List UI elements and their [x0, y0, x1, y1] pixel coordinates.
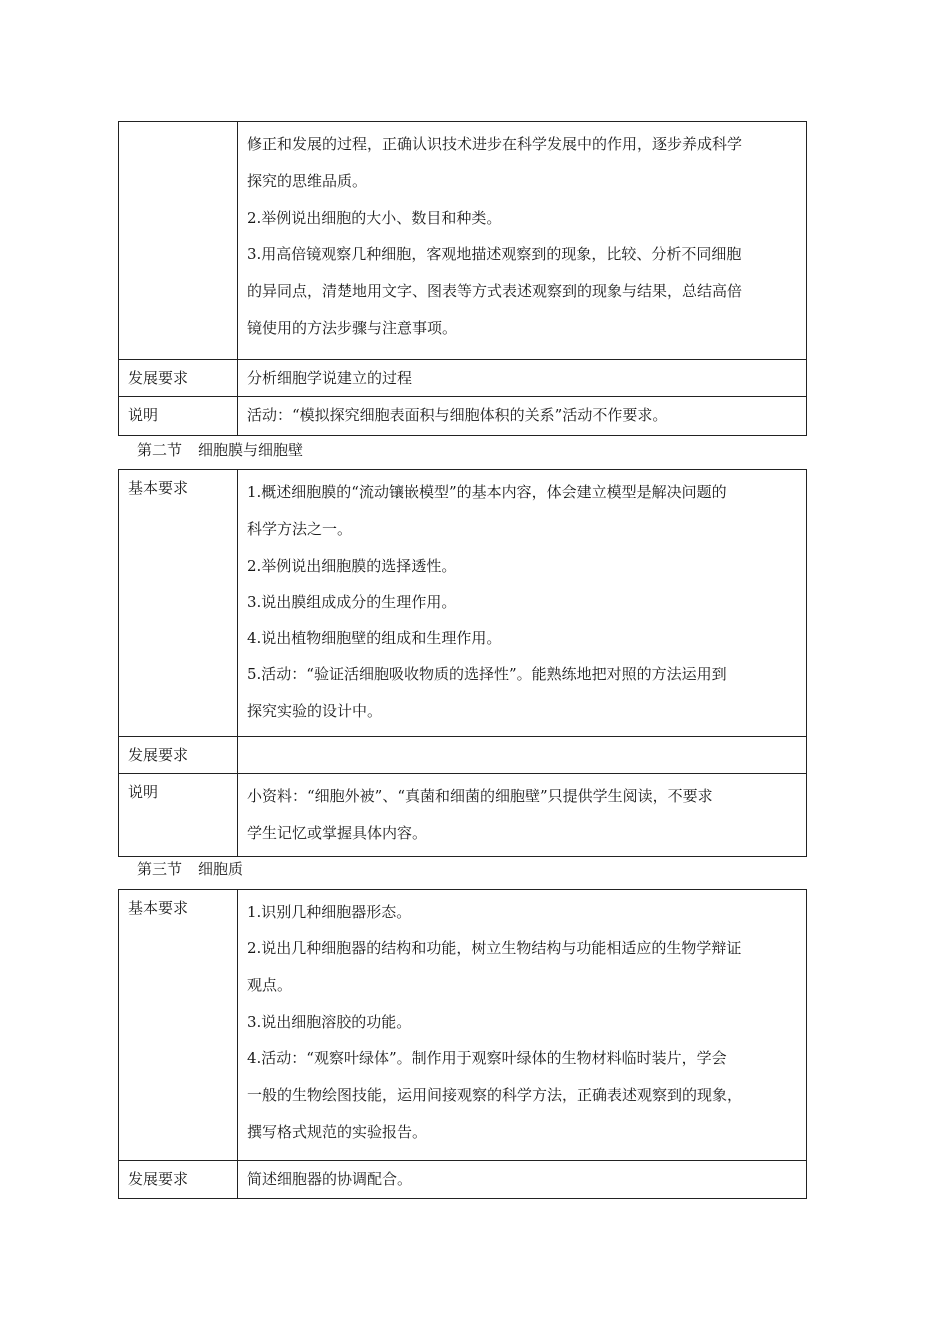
table-row: [119, 122, 807, 360]
content-line: 5.活动：“验证活细胞吸收物质的选择性”。能熟练地把对照的方法运用到: [247, 665, 727, 683]
content-line: 的异同点，清楚地用文字、图表等方式表述观察到的现象与结果，总结高倍: [247, 282, 743, 300]
content-line: 分析细胞学说建立的过程: [247, 369, 413, 387]
content-line: 2.举例说出细胞的大小、数目和种类。: [247, 209, 502, 227]
content-line: 探究的思维品质。: [247, 172, 368, 190]
row-label: 基本要求: [119, 470, 238, 737]
row-label: 发展要求: [119, 1161, 238, 1199]
content-line: 3.说出细胞溶胶的功能。: [247, 1013, 412, 1031]
row-content: [238, 1161, 807, 1199]
row-content: [238, 774, 807, 857]
content-line: 1.识别几种细胞器形态。: [247, 903, 412, 921]
table-row: [119, 774, 807, 857]
row-label: 说明: [119, 397, 238, 436]
content-line: 一般的生物绘图技能，运用间接观察的科学方法，正确表述观察到的现象，: [247, 1086, 743, 1104]
section-title: 细胞膜与细胞壁: [198, 441, 304, 459]
table-row: [119, 470, 807, 737]
content-line: 3.用高倍镜观察几种细胞，客观地描述观察到的现象，比较、分析不同细胞: [247, 245, 742, 263]
section-number: 第二节: [137, 441, 183, 459]
section-heading: [137, 859, 243, 879]
table-row: [119, 737, 807, 774]
content-line: 简述细胞器的协调配合。: [247, 1170, 413, 1188]
row-content: [238, 890, 807, 1161]
table-row: [119, 1161, 807, 1199]
content-line: 撰写格式规范的实验报告。: [247, 1123, 428, 1141]
content-line: 修正和发展的过程，正确认识技术进步在科学发展中的作用，逐步养成科学: [247, 135, 743, 153]
table-row: [119, 397, 807, 436]
table-row: [119, 360, 807, 397]
row-label: 说明: [119, 774, 238, 857]
content-line: 镜使用的方法步骤与注意事项。: [247, 319, 458, 337]
row-content: [238, 122, 807, 360]
content-line: 2.说出几种细胞器的结构和功能，树立生物结构与功能相适应的生物学辩证: [247, 939, 742, 957]
content-line: 3.说出膜组成成分的生理作用。: [247, 593, 457, 611]
content-line: 科学方法之一。: [247, 520, 353, 538]
table-section2: [118, 469, 807, 857]
row-label: [119, 122, 238, 360]
row-content: [238, 360, 807, 397]
table-section3: [118, 889, 807, 1199]
content-line: 活动：“模拟探究细胞表面积与细胞体积的关系”活动不作要求。: [247, 406, 668, 424]
content-line: 4.说出植物细胞壁的组成和生理作用。: [247, 629, 502, 647]
row-content: [238, 737, 807, 774]
content-line: 观点。: [247, 976, 293, 994]
row-content: [238, 470, 807, 737]
content-line: 2.举例说出细胞膜的选择透性。: [247, 557, 457, 575]
table-row: [119, 890, 807, 1161]
row-label: 基本要求: [119, 890, 238, 1161]
content-line: 学生记忆或掌握具体内容。: [247, 824, 428, 842]
row-label: 发展要求: [119, 737, 238, 774]
content-line: 4.活动：“观察叶绿体”。制作用于观察叶绿体的生物材料临时装片，学会: [247, 1049, 727, 1067]
section-title: 细胞质: [198, 860, 244, 878]
content-line: 探究实验的设计中。: [247, 702, 383, 720]
row-label: 发展要求: [119, 360, 238, 397]
section-heading: [137, 440, 303, 460]
content-line: 小资料：“细胞外被”、“真菌和细菌的细胞壁”只提供学生阅读，不要求: [247, 787, 713, 805]
section-number: 第三节: [137, 860, 183, 878]
table-section1-continued: [118, 121, 807, 436]
row-content: [238, 397, 807, 436]
content-line: 1.概述细胞膜的“流动镶嵌模型”的基本内容，体会建立模型是解决问题的: [247, 483, 727, 501]
